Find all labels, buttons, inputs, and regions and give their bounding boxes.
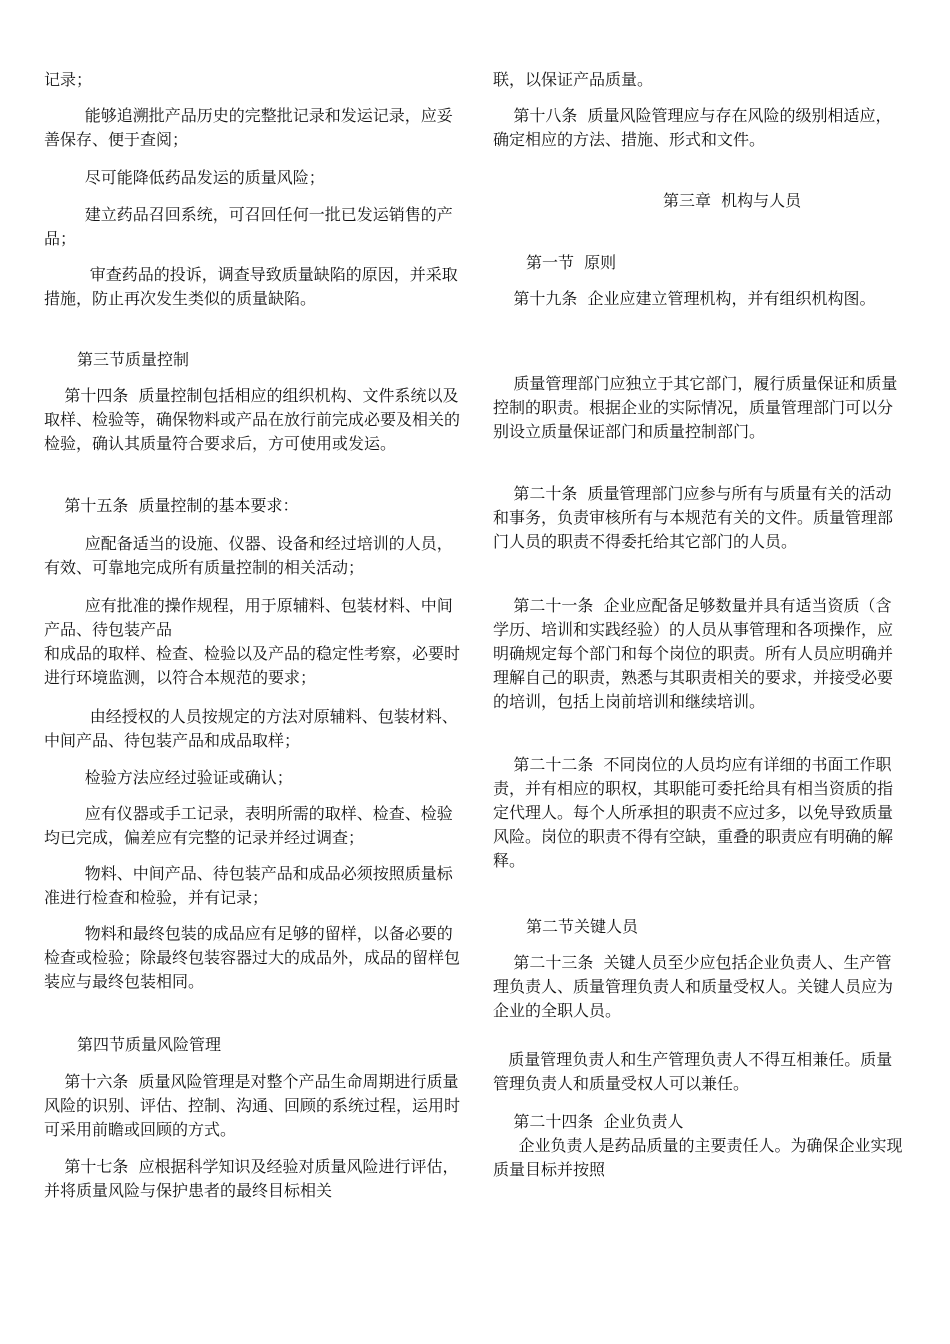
paragraph: 企业负责人是药品质量的主要责任人。为确保企业实现质量目标并按照	[493, 1136, 903, 1179]
paragraph: 应有仪器或手工记录，表明所需的取样、检查、检验均已完成，偏差应有完整的记录并经过调查；	[44, 804, 453, 847]
paragraph: 第十七条 应根据科学知识及经验对质量风险进行评估，并将质量风险与保护患者的最终目标相关	[44, 1157, 459, 1200]
paragraph: 应有批准的操作规程，用于原辅料、包装材料、中间产品、待包装产品 和成品的取样、检查、检验以及产品的稳定性考察，必要时进行环境监测，以符合本规范的要求；	[44, 596, 461, 687]
paragraph: 应配备适当的设施、仪器、设备和经过培训的人员，有效、可靠地完成所有质量控制的相关活动；	[44, 534, 453, 577]
paragraph: 第十八条 质量风险管理应与存在风险的级别相适应，确定相应的方法、措施、形式和文件。	[493, 106, 892, 149]
paragraph: 第二十条 质量管理部门应参与所有与质量有关的活动和事务，负责审核所有与本规范有关的文件。质量管理部门人员的职责不得委托给其它部门的人员。	[493, 484, 894, 551]
right-column	[493, 0, 905, 1344]
paragraph: 第二十一条 企业应配备足够数量并具有适当资质（含学历、培训和实践经验）的人员从事管理和各项操作，应明确规定每个部门和每个岗位的职责。所有人员应明确并理解自己的职责，熟悉与其职责相关的要求，并接受必要的培训，包括上岗前培训和继续培训。	[493, 596, 894, 711]
left-column	[44, 0, 462, 1344]
paragraph: 物料、中间产品、待包装产品和成品必须按照质量标准进行检查和检验，并有记录；	[44, 864, 453, 907]
paragraph: 由经授权的人员按规定的方法对原辅料、包装材料、中间产品、待包装产品和成品取样；	[44, 707, 458, 750]
paragraph: 第十五条 质量控制的基本要求：	[44, 496, 299, 515]
paragraph: 记录；	[44, 70, 93, 89]
chapter-heading: 第三章 机构与人员	[663, 191, 802, 210]
paragraph: 质量管理负责人和生产管理负责人不得互相兼任。质量管理负责人和质量受权人可以兼任。	[493, 1050, 893, 1093]
paragraph: 第二十四条 企业负责人	[493, 1112, 684, 1131]
paragraph: 检验方法应经过验证或确认；	[44, 768, 293, 787]
section-heading: 第一节 原则	[526, 253, 617, 272]
paragraph: 第二十三条 关键人员至少应包括企业负责人、生产管理负责人、质量管理负责人和质量受权人。关键人员应为企业的全职人员。	[493, 953, 894, 1020]
paragraph: 审查药品的投诉，调查导致质量缺陷的原因，并采取措施，防止再次发生类似的质量缺陷。	[44, 265, 458, 308]
paragraph: 第十四条 质量控制包括相应的组织机构、文件系统以及取样、检验等，确保物料或产品在放行前完成必要及相关的检验，确认其质量符合要求后，方可使用或发运。	[44, 386, 461, 453]
paragraph: 第十九条 企业应建立管理机构，并有组织机构图。	[493, 289, 876, 308]
paragraph: 能够追溯批产品历史的完整批记录和发运记录，应妥善保存、便于查阅；	[44, 106, 453, 149]
section-heading: 第四节质量风险管理	[77, 1035, 222, 1054]
section-heading: 第二节关键人员	[526, 917, 639, 936]
paragraph: 物料和最终包装的成品应有足够的留样，以备必要的检查或检验；除最终包装容器过大的成品外，成品的留样包装应与最终包装相同。	[44, 924, 461, 991]
section-heading: 第三节质量控制	[77, 350, 190, 369]
paragraph: 第十六条 质量风险管理是对整个产品生命周期进行质量风险的识别、评估、控制、沟通、回顾的系统过程，运用时可采用前瞻或回顾的方式。	[44, 1072, 461, 1139]
paragraph: 尽可能降低药品发运的质量风险；	[44, 168, 325, 187]
paragraph: 建立药品召回系统，可召回任何一批已发运销售的产品；	[44, 205, 453, 248]
paragraph: 质量管理部门应独立于其它部门，履行质量保证和质量控制的职责。根据企业的实际情况，质量管理部门可以分别设立质量保证部门和质量控制部门。	[493, 374, 898, 441]
paragraph: 第二十二条 不同岗位的人员均应有详细的书面工作职责，并有相应的职权，其职能可委托给具有相当资质的指定代理人。每个人所承担的职责不应过多，以免导致质量风险。岗位的职责不得有空缺，重叠的职责应有明确的解释。	[493, 755, 894, 870]
paragraph: 联，以保证产品质量。	[493, 70, 654, 89]
